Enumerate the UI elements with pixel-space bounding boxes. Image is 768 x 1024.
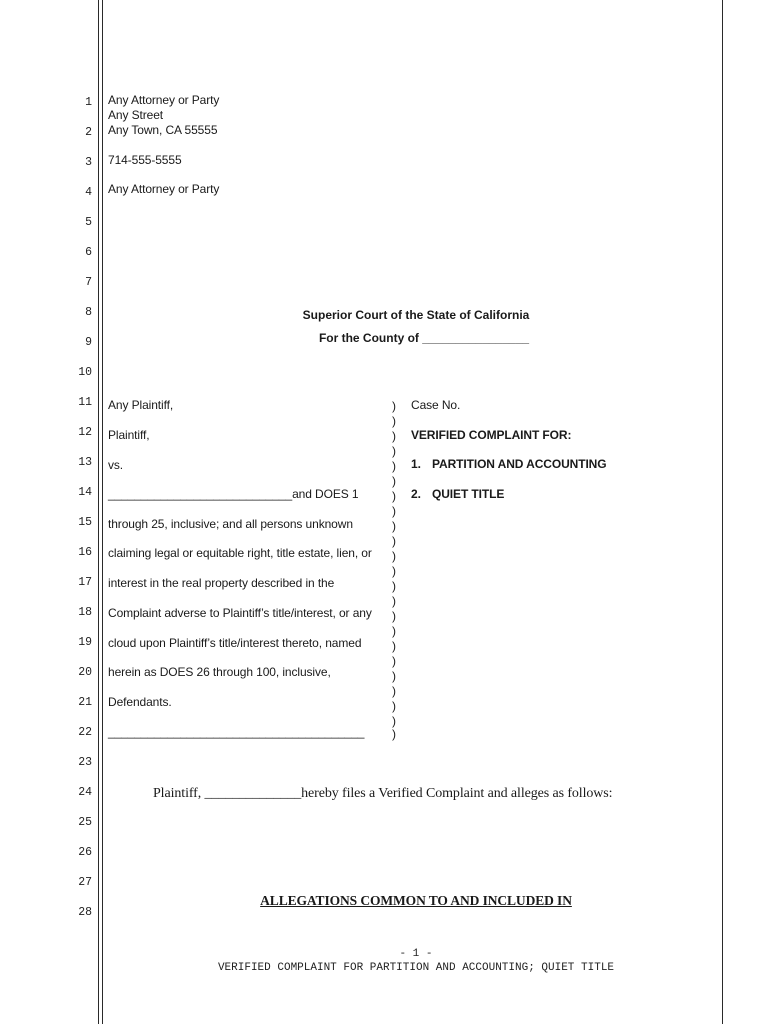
caption-paren: ): [392, 654, 396, 668]
court-name: Superior Court of the State of California: [302, 308, 530, 322]
caption-paren: ): [392, 727, 396, 741]
case-number-label: Case No.: [411, 398, 461, 412]
caption-paren: ): [392, 519, 396, 533]
attorney-city: Any Town, CA 55555: [108, 123, 218, 137]
caption-paren: ): [392, 609, 396, 623]
caption-paren: ): [392, 504, 396, 518]
defendant-line: through 25, inclusive; and all persons unknown: [108, 517, 353, 531]
line-number: 26: [78, 846, 92, 859]
caption-paren: ): [392, 474, 396, 488]
line-number: 23: [78, 756, 92, 769]
line-number: 10: [78, 366, 92, 379]
section-heading: ALLEGATIONS COMMON TO AND INCLUDED IN: [260, 893, 572, 908]
right-margin-rule: [722, 0, 723, 1024]
line-number: 28: [78, 906, 92, 919]
attorney-for: Any Attorney or Party: [108, 182, 220, 196]
line-number: 2: [85, 126, 92, 139]
line-number: 22: [78, 726, 92, 739]
attorney-phone: 714-555-5555: [108, 153, 182, 167]
versus: vs.: [108, 458, 124, 472]
caption-paren: ): [392, 489, 396, 503]
defendant-line: claiming legal or equitable right, title estate, lien, or: [108, 546, 372, 560]
plaintiff-blank: ______________: [204, 786, 302, 801]
caption-paren: ): [392, 579, 396, 593]
line-number: 4: [85, 186, 92, 199]
plaintiff-name: Any Plaintiff,: [108, 398, 174, 412]
caption-paren: ): [392, 444, 396, 458]
line-number: 13: [78, 456, 92, 469]
footer-title: VERIFIED COMPLAINT FOR PARTITION AND ACCOUNTING; QUIET TITLE: [217, 962, 615, 974]
cause-number: 2.: [411, 487, 421, 501]
line-number: 9: [85, 336, 92, 349]
intro-paragraph: [153, 786, 612, 802]
line-number: 19: [78, 636, 92, 649]
complaint-title: VERIFIED COMPLAINT FOR:: [411, 428, 572, 442]
line-number: 27: [78, 876, 92, 889]
caption-paren: ): [392, 714, 396, 728]
defendant-line: Complaint adverse to Plaintiff’s title/interest, or any: [108, 606, 372, 620]
caption-paren: ): [392, 549, 396, 563]
line-number: 21: [78, 696, 92, 709]
caption-paren: ): [392, 534, 396, 548]
attorney-name: Any Attorney or Party: [108, 93, 220, 107]
line-number: 11: [78, 396, 92, 409]
caption-paren: ): [392, 564, 396, 578]
court-county: For the County of ________________: [318, 331, 530, 345]
line-number: 17: [78, 576, 92, 589]
line-number: 7: [85, 276, 92, 289]
defendant-line: cloud upon Plaintiff’s title/interest thereto, named: [108, 636, 362, 650]
defendant-line: ____________________________and DOES 1: [108, 487, 359, 501]
page-number: - 1 -: [399, 948, 433, 960]
line-number: 25: [78, 816, 92, 829]
line-number: 16: [78, 546, 92, 559]
left-margin-rule-outer: [98, 0, 99, 1024]
left-margin-rule-inner: [102, 0, 103, 1024]
caption-paren: ): [392, 594, 396, 608]
caption-paren: ): [392, 459, 396, 473]
defendant-line: herein as DOES 26 through 100, inclusive,: [108, 665, 331, 679]
line-number: 18: [78, 606, 92, 619]
caption-paren: ): [392, 669, 396, 683]
caption-rule: _______________________________________: [108, 725, 365, 739]
intro-suffix: hereby files a Verified Complaint and alleges as follows:: [301, 786, 613, 801]
cause-label: QUIET TITLE: [432, 487, 505, 501]
defendant-line: interest in the real property described in the: [108, 576, 335, 590]
caption-paren: ): [392, 624, 396, 638]
line-number: 1: [85, 96, 92, 109]
defendants-label: Defendants.: [108, 695, 172, 709]
line-number: 5: [85, 216, 92, 229]
caption-paren: ): [392, 399, 396, 413]
attorney-street: Any Street: [108, 108, 164, 122]
caption-paren: ): [392, 414, 396, 428]
caption-paren: ): [392, 684, 396, 698]
cause-number: 1.: [411, 457, 421, 471]
line-number: 15: [78, 516, 92, 529]
line-number: 12: [78, 426, 92, 439]
cause-label: PARTITION AND ACCOUNTING: [432, 457, 607, 471]
intro-prefix: Plaintiff,: [153, 786, 205, 801]
plaintiff-label: Plaintiff,: [108, 428, 150, 442]
line-number: 6: [85, 246, 92, 259]
line-number: 3: [85, 156, 92, 169]
line-number: 24: [78, 786, 92, 799]
caption-paren: ): [392, 639, 396, 653]
caption-paren: ): [392, 699, 396, 713]
caption-paren: ): [392, 429, 396, 443]
line-number: 20: [78, 666, 92, 679]
line-number: 8: [85, 306, 92, 319]
line-number: 14: [78, 486, 92, 499]
